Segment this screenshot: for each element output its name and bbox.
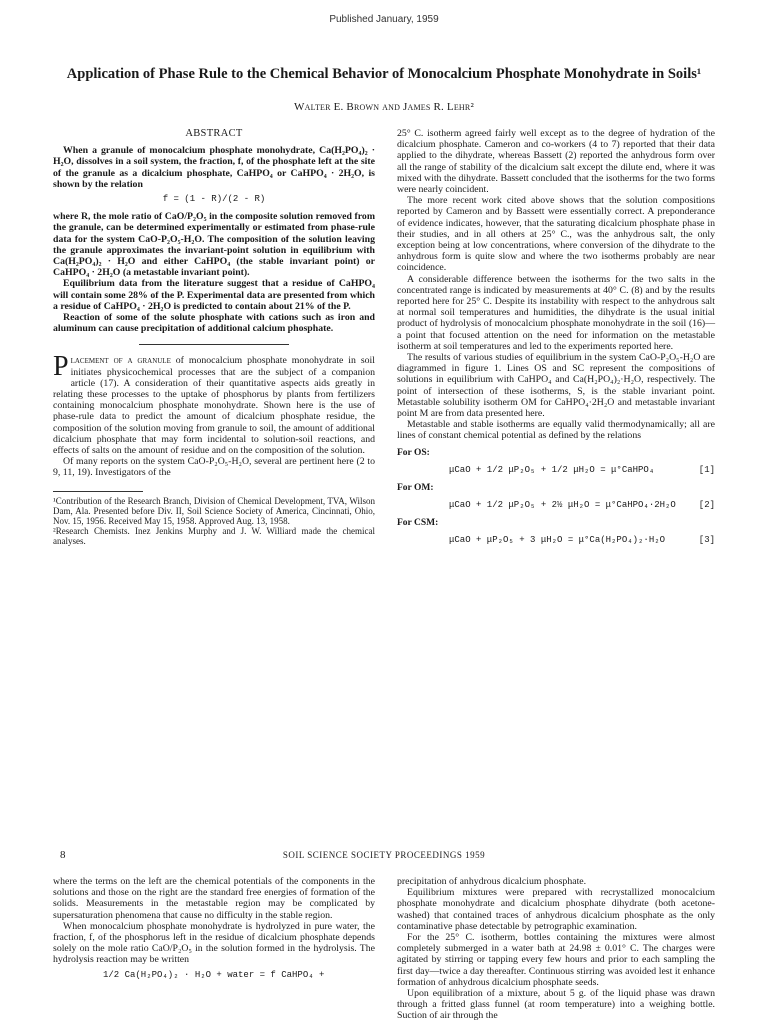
page2-right-column	[397, 876, 715, 1022]
right-column	[397, 128, 715, 549]
drop-cap: P	[53, 351, 69, 383]
equation-1	[397, 461, 715, 479]
abstract-paragraph: Reaction of some of the solute phosphate with cations such as iron and aluminum can cause precipitation of additional calcium phosphate.	[53, 312, 375, 335]
equation-3	[397, 531, 715, 549]
lead-in-text: lacement of a granule	[70, 355, 171, 367]
hydrolysis-equation: 1/2 Ca(H₂PO₄)₂ · H₂O + water = f CaHPO₄ +	[103, 969, 325, 980]
page2-left-column	[53, 876, 375, 1022]
equation-label: For OS:	[397, 447, 430, 458]
body-paragraph: 25° C. isotherm agreed fairly well except as to the degree of hydration of the dicalcium phosphate. Cameron and co-workers (4 to 7) reported that their data applied to the dihydrate, whereas Bassett (2) reported the anhydrous form over all the range of stability of the dicalcium salt except the dilute end, where it was mixed with the dihydrate. Bassett concluded that the isotherms for the two forms were nearly coincident.	[397, 128, 715, 196]
equation-expression: μCaO + 1/2 μP₂O₅ + 2½ μH₂O = μ°CaHPO₄·2H₂O	[449, 500, 676, 511]
page-number: 8	[60, 849, 66, 861]
section-divider	[139, 344, 289, 345]
footnote-rule	[53, 491, 143, 492]
body-paragraph: The results of various studies of equilibrium in the system CaO-P₂O₅-H₂O are diagrammed in figure 1. Lines OS and SC represent the compositions of solutions in equilibrium with CaHPO₄ and Ca(H₂PO₄)₂·H₂O, respectively. The point of intersection of these isotherms, S, is the stable invariant point. Metastable solubility isotherm OM for CaHPO₄·2H₂O and metastable invariant point M are from data presented here.	[397, 352, 715, 420]
abstract-paragraph: Equilibrium data from the literature suggest that a residue of CaHPO₄ will contain some 28% of the P. Experimental data are presented from which a residue of CaHPO₄ · 2H₂O is predicted to contain about 21% of the P.	[53, 278, 375, 312]
body-paragraph: For the 25° C. isotherm, bottles containing the mixtures were almost completely submerged in a water bath at 24.98 ± 0.01° C. The charges were agitated by stirring or tapping every few hours and prior to each sampling the first day—twice a day thereafter. Continuous stirring was avoided lest it enhance formation of anhydrous dicalcium phosphate seeds.	[397, 932, 715, 988]
page-folio	[0, 849, 768, 863]
intro-text: of monocalcium phosphate monohydrate in soil initiates physicochemical processes that are the subject of a companion article (17). A consideration of their quantitative aspects aids greatly in relating these processes to the uptake of phosphorus by plants from fertilizers containing monocalcium phosphate monohydrate. Shown here is the use of phase-rule data to predict the amount of dicalcium phosphate residue, the composition of the solution moving from granule to soil, the amount of additional dicalcium phosphate that may form incidental to solution-soil reactions, and effects of salts on the amount of residue and on the composition of the solution.	[53, 355, 375, 457]
abstract-body	[53, 145, 375, 334]
body-paragraph: where the terms on the left are the chemical potentials of the components in the solutions and those on the right are the standard free energies of formation of the solids. Measurements in the metastable region may be complicated by supersaturation phenomena that cause no difficulty in the stable region.	[53, 876, 375, 921]
body-paragraph: Of many reports on the system CaO-P₂O₅-H₂O, several are pertinent here (2 to 9, 11, 19). Investigators of the	[53, 456, 375, 479]
equation-expression: μCaO + 1/2 μP₂O₅ + 1/2 μH₂O = μ°CaHPO₄	[449, 464, 655, 475]
body-paragraph: When monocalcium phosphate monohydrate is hydrolyzed in pure water, the fraction, f, of the phosphorus left in the residue of dicalcium phosphate depends solely on the mole ratio CaO/P₂O₅ in the solution formed in the hydrolysis. The hydrolysis reaction may be written	[53, 920, 375, 966]
equation-2	[397, 496, 715, 514]
body-paragraph: precipitation of anhydrous dicalcium phosphate.	[397, 876, 587, 887]
body-paragraph: Metastable and stable isotherms are equally valid thermodynamically; all are lines of constant chemical potential as defined by the relations	[397, 419, 715, 442]
intro-paragraph	[53, 351, 375, 457]
publication-date: Published January, 1959	[329, 14, 439, 25]
footnotes	[53, 496, 375, 546]
left-column	[53, 128, 375, 546]
equation-expression: μCaO + μP₂O₅ + 3 μH₂O = μ°Ca(H₂PO₄)₂·H₂O	[449, 535, 666, 546]
equation-number: [1]	[698, 464, 715, 475]
body-paragraph: A considerable difference between the isotherms for the two salts in the concentrated range is indicated by measurements at 40° C. (8) and by the results reported here for 25° C. Despite its instability with respect to the anhydrous salt at normal soil temperatures and humidities, the dihydrate is the usual initial product of hydrolysis of monocalcium phosphate monohydrate in the soil (16)—a point that focused attention on the need for information on the metastable isotherm at soil temperatures and led to the experiments reported here.	[397, 273, 715, 352]
body-paragraph: Equilibrium mixtures were prepared with recrystallized monocalcium phosphate monohydrate and dicalcium phosphate dihydrate (both acetone-washed) that contained traces of anhydrous dicalcium phosphate as the only contaminative phase detectable by petrographic examination.	[397, 887, 715, 932]
equation-block	[397, 448, 715, 550]
footnote-2: ²Research Chemists. Inez Jenkins Murphy and J. W. Williard made the chemical analyses.	[53, 525, 375, 546]
article-title: Application of Phase Rule to the Chemical Behavior of Monocalcium Phosphate Monohydrate in Soils¹	[66, 66, 702, 82]
abstract-formula: f = (1 - R)/(2 - R)	[162, 194, 266, 205]
equation-label: For CSM:	[397, 518, 439, 529]
equation-label: For OM:	[397, 482, 434, 493]
equation-number: [2]	[698, 500, 715, 511]
equation-number: [3]	[698, 535, 715, 546]
article-authors: Walter E. Brown and James R. Lehr²	[294, 101, 474, 113]
abstract-paragraph: where R, the mole ratio of CaO/P₂O₅ in the composite solution removed from the granule, can be determined experimentally or estimated from phase-rule data for the system CaO-P₂O₅-H₂O. The composition of the solution leaving the granule approximates the invariant-point solution in equilibrium with Ca(H₂PO₄)₂ · H₂O and either CaHPO₄ (the stable invariant point) or CaHPO₄ · 2H₂O (a metastable invariant point).	[53, 211, 375, 279]
body-paragraph: The more recent work cited above shows that the solution compositions reported by Cameron and by Bassett were essentially correct. A preponderance of evidence indicates, however, that the saturating dicalcium phosphate phase in their studies, and in all others at 25° C., was the anhydrous salt, the only exception being at low concentrations, where conversion of the dihydrate to the anhydrous form is quite slow and where the two isotherms probably are near coincidence.	[397, 195, 715, 274]
running-head: SOIL SCIENCE SOCIETY PROCEEDINGS 1959	[282, 850, 486, 860]
footnote-1: ¹Contribution of the Research Branch, Division of Chemical Development, TVA, Wilson Dam, Ala. Presented before Div. II, Soil Science Society of America, Cincinnati, Ohio, Nov. 15, 1956. Received May 15, 1958. Approved Aug. 13, 1958.	[53, 495, 375, 526]
abstract-paragraph: When a granule of monocalcium phosphate monohydrate, Ca(H₂PO₄)₂ · H₂O, dissolves in a soil system, the fraction, f, of the phosphate left at the site of the granule as a dicalcium phosphate, CaHPO₄ or CaHPO₄ · 2H₂O, is shown by the relation	[53, 145, 375, 190]
body-paragraph: Upon equilibration of a mixture, about 5 g. of the liquid phase was drawn through a fritted glass funnel (at room temperature) into a weighing bottle. Suction of air through the	[397, 988, 715, 1022]
abstract-heading: ABSTRACT	[185, 128, 243, 139]
